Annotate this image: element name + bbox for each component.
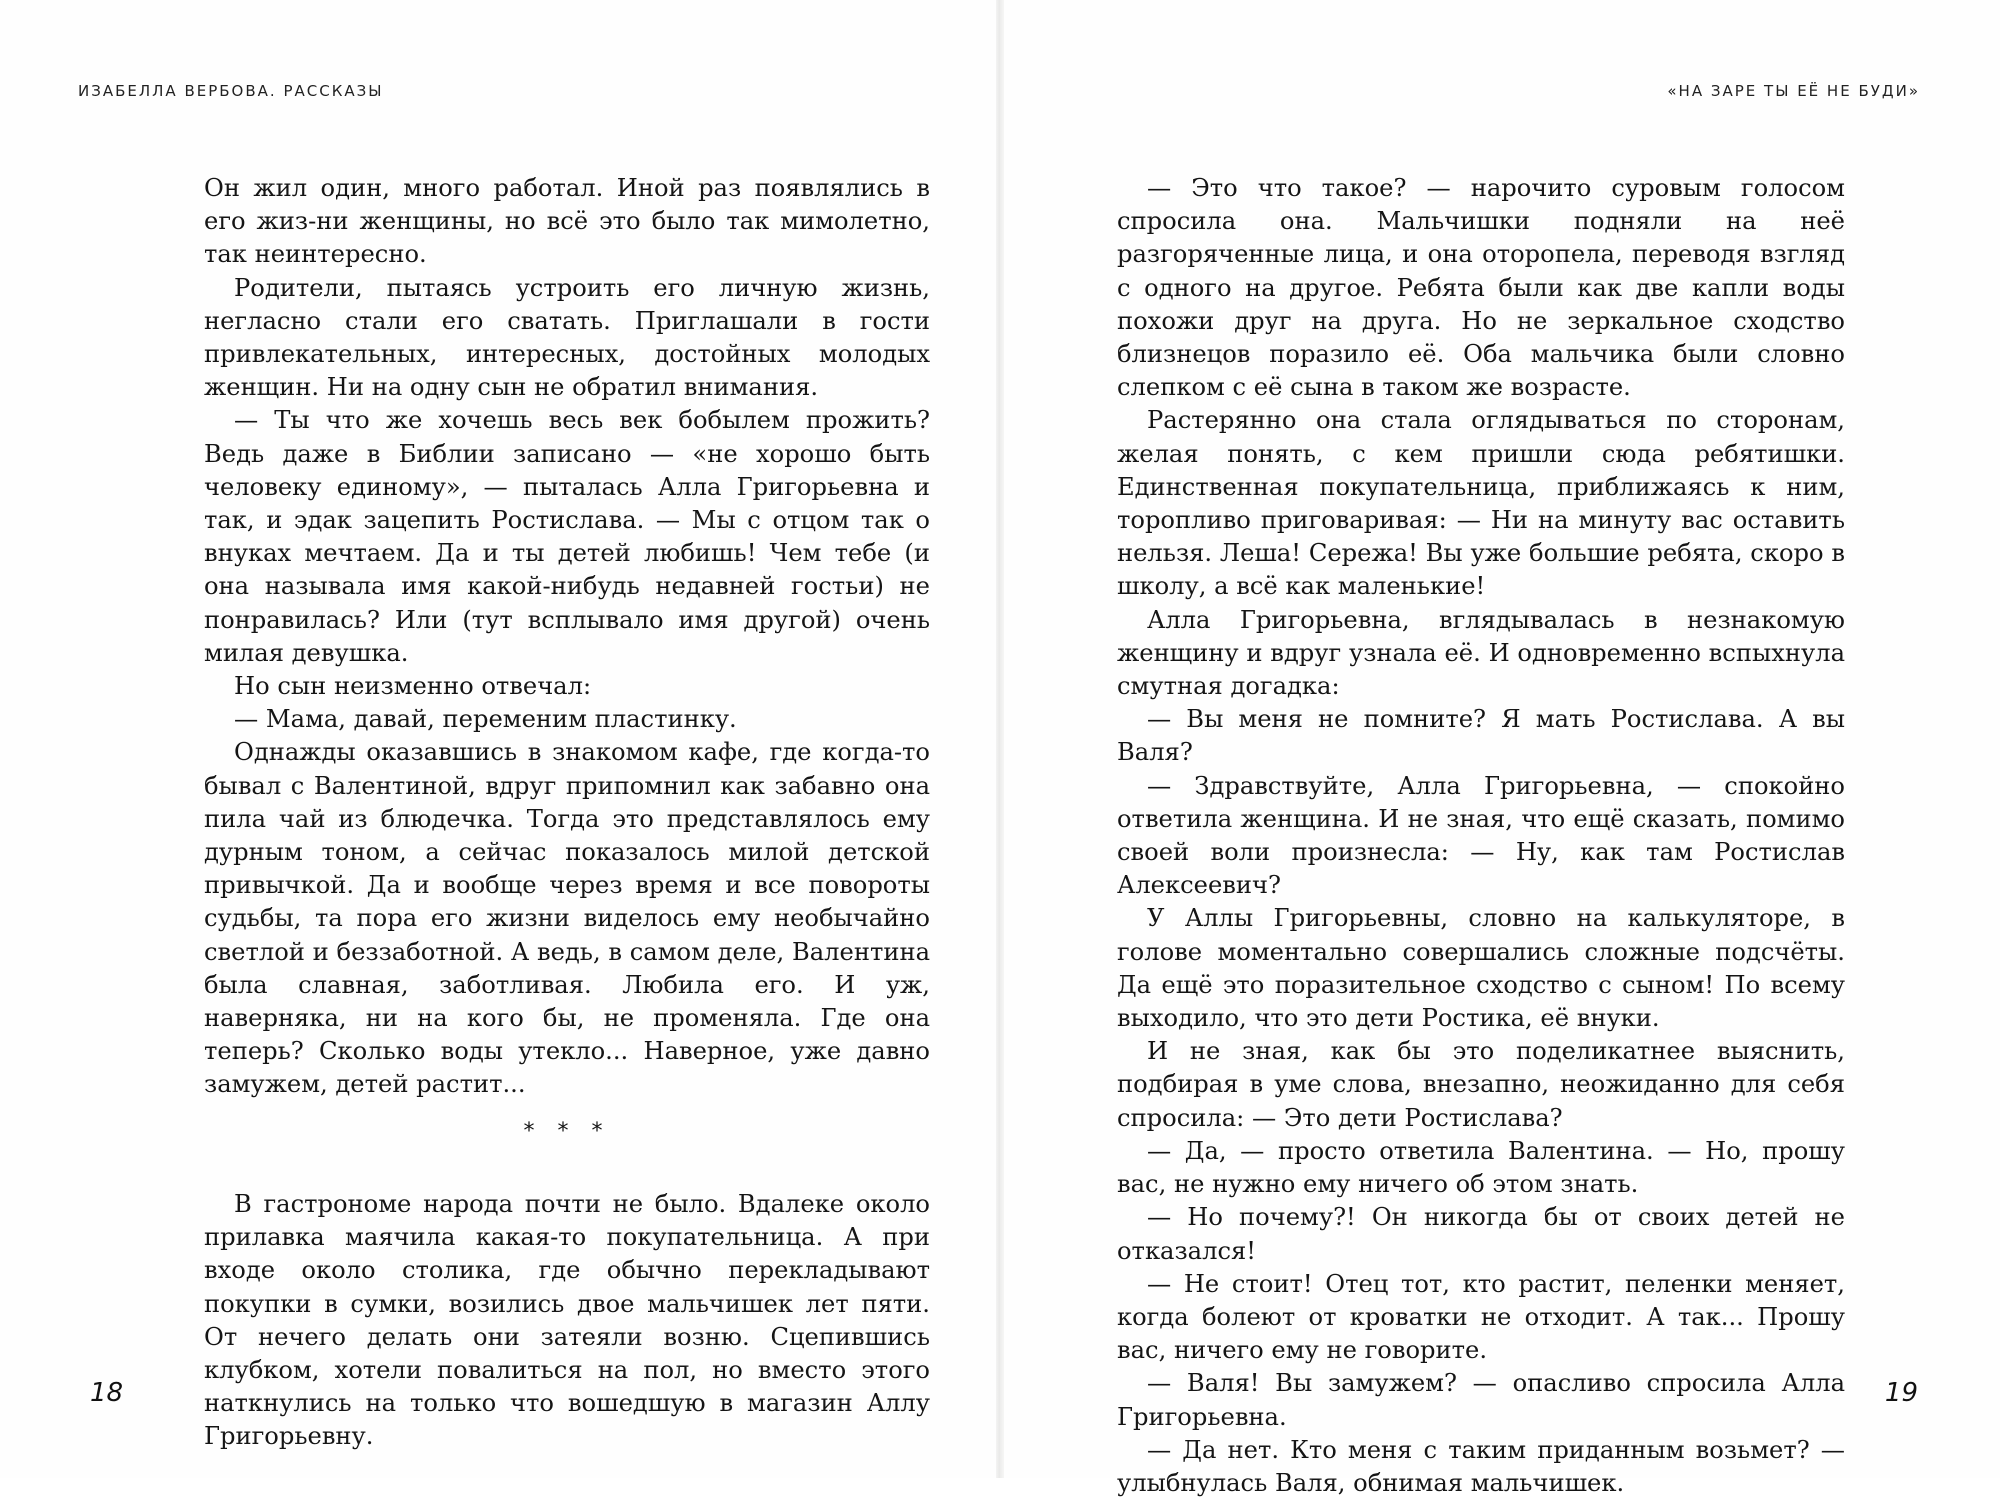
paragraph: И не зная, как бы это поделикатнее выяснить, подбирая в уме слова, внезапно, неожиданно для себя спросила: — Это дети Ростислава? xyxy=(1117,1037,1845,1132)
paragraph: Однажды оказавшись в знакомом кафе, где когда-то бывал с Валентиной, вдруг припомнил как забавно она пила чай из блюдечка. Тогда это представлялось ему дурным тоном, а сейчас показалось милой детской привычкой. Да и вообще через время и все повороты судьбы, та пора его жизни виделось ему необычайно светлой и беззаботной. А ведь, в самом деле, Валентина была славная, заботливая. Любила его. И уж, наверняка, ни на кого бы, не променяла. Где она теперь? Сколько воды утекло... Наверное, уже давно замужем, детей растит... xyxy=(204,738,930,1099)
paragraph: — Не стоит! Отец тот, кто растит, пеленки меняет, когда болеют от кроватки не отходит. А так... Прошу вас, ничего ему не говорите. xyxy=(1117,1269,1845,1365)
paragraph: Алла Григорьевна, вглядывалась в незнакомую женщину и вдруг узнала её. И одновременно вспыхнула смутная догадка: xyxy=(1117,605,1845,701)
paragraph: Но сын неизменно отвечал: xyxy=(234,672,592,701)
paragraph: — Да, — просто ответила Валентина. — Но, прошу вас, не нужно ему ничего об этом знать. xyxy=(1117,1136,1845,1199)
section-separator: * * * xyxy=(523,1118,611,1144)
paragraph: — Это что такое? — нарочито суровым голосом спросила она. Мальчишки подняли на неё разгоряченные лица, и она оторопела, переводя взгляд с одного на другое. Ребята были как две капли воды похожи друг на друга. Но не зеркальное сходство близнецов поразило её. Оба мальчика были словно слепком с её сына в таком же возрасте. xyxy=(1117,174,1845,402)
left-page-text xyxy=(204,172,930,1454)
right-page-text xyxy=(1117,172,1845,1500)
running-head-left: ИЗАБЕЛЛА ВЕРБОВА. РАССКАЗЫ xyxy=(78,82,384,100)
page-number-right: 19 xyxy=(1884,1378,1918,1408)
paragraph: В гастрономе народа почти не было. Вдалеке около прилавка маячила какая-то покупательница. А при входе около столика, где обычно перекладывают покупки в сумки, возились двое мальчишек лет пяти. От нечего делать они затеяли возню. Сцепившись клубком, хотели повалиться на пол, но вместо этого наткнулись на только что вошедшую в магазин Аллу Григорьевну. xyxy=(204,1189,930,1451)
paragraph: — Здравствуйте, Алла Григорьевна, — спокойно ответила женщина. И не зная, что ещё сказать, помимо своей воли произнесла: — Ну, как там Ростислав Алексеевич? xyxy=(1117,771,1845,900)
paragraph: — Мама, давай, переменим пластинку. xyxy=(234,705,737,734)
left-page xyxy=(0,0,1000,1478)
paragraph: — Ты что же хочешь весь век бобылем прожить? Ведь даже в Библии записано — «не хорошо быть человеку единому», — пыталась Алла Григорьевна и так, и эдак зацепить Ростислава. — Мы с отцом так о внуках мечтаем. Да и ты детей любишь! Чем тебе (и она называла имя какой-нибудь недавней гостьи) не понравилась? Или (тут всплывало имя другой) очень милая девушка. xyxy=(204,406,930,667)
paragraph: — Валя! Вы замужем? — опасливо спросила Алла Григорьевна. xyxy=(1117,1369,1845,1431)
paragraph: Растерянно она стала оглядываться по сторонам, желая понять, с кем пришли сюда ребятишки. Единственная покупательница, приближаясь к ним, торопливо приговаривая: — Ни на минуту вас оставить нельзя. Леша! Сережа! Вы уже большие ребята, скоро в школу, а всё как маленькие! xyxy=(1117,406,1845,601)
paragraph: Родители, пытаясь устроить его личную жизнь, негласно стали его сватать. Приглашали в гости привлекательных, интересных, достойных молодых женщин. Ни на одну сын не обратил внимания. xyxy=(204,273,930,402)
paragraph: У Аллы Григорьевны, словно на калькуляторе, в голове моментально совершались сложные подсчёты. Да ещё это поразительное сходство с сыном! По всему выходило, что это дети Ростика, её внуки. xyxy=(1117,904,1845,1033)
page-number-left: 18 xyxy=(90,1378,124,1408)
paragraph: — Но почему?! Он никогда бы от своих детей не отказался! xyxy=(1117,1203,1845,1265)
paragraph: Он жил один, много работал. Иной раз появлялись в его жиз-ни женщины, но всё это было так мимолетно, так неинтересно. xyxy=(204,174,930,269)
paragraph: — Да нет. Кто меня с таким приданным возьмет? — улыбнулась Валя, обнимая мальчишек. xyxy=(1117,1435,1845,1497)
book-gutter xyxy=(996,0,1004,1478)
paragraph: — Вы меня не помните? Я мать Ростислава. А вы Валя? xyxy=(1117,705,1845,767)
right-page xyxy=(1000,0,2000,1497)
running-head-right: «НА ЗАРЕ ТЫ ЕЁ НЕ БУДИ» xyxy=(1667,82,1920,100)
